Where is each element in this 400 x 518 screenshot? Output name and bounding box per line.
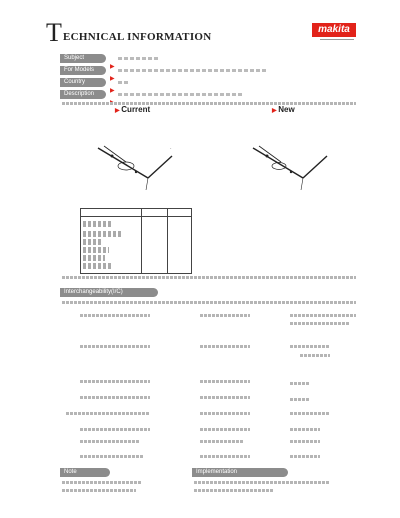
description-value bbox=[118, 93, 244, 96]
note-text-line bbox=[62, 489, 136, 492]
implementation-section-label: Implementation bbox=[192, 468, 288, 477]
models-label: For Models bbox=[60, 66, 106, 75]
ic-row-right bbox=[290, 322, 350, 325]
new-part-diagram bbox=[245, 130, 345, 200]
body-text-line bbox=[62, 276, 356, 279]
ic-row-mid bbox=[200, 380, 250, 383]
new-bullet-icon: ▶ bbox=[272, 108, 279, 114]
description-label: Description bbox=[60, 90, 106, 99]
ic-row-mid bbox=[200, 455, 250, 458]
ic-row-mid bbox=[200, 412, 250, 415]
note-text-line bbox=[62, 481, 142, 484]
table-row bbox=[83, 247, 109, 253]
logo-divider bbox=[320, 39, 354, 45]
table-row bbox=[83, 231, 123, 237]
ic-row-left bbox=[80, 314, 150, 317]
ic-row-right bbox=[290, 455, 320, 458]
ic-row-left bbox=[80, 440, 140, 443]
country-value bbox=[118, 81, 128, 84]
country-bullet-icon: ▶ bbox=[110, 88, 115, 94]
ic-row-right bbox=[290, 398, 310, 401]
current-bullet-icon: ▶ bbox=[115, 108, 122, 114]
implementation-text-line bbox=[194, 481, 330, 484]
current-part-diagram bbox=[90, 130, 190, 200]
table-row bbox=[83, 263, 111, 269]
interchangeability-section-label: Interchangeability(I/C) bbox=[60, 288, 158, 297]
ic-row-right bbox=[300, 354, 330, 357]
ic-row-right bbox=[290, 440, 320, 443]
ic-row-left bbox=[80, 396, 150, 399]
svg-text:·: · bbox=[170, 147, 172, 152]
ic-row-left bbox=[66, 412, 150, 415]
description-text-line bbox=[62, 102, 356, 105]
models-bullet-icon: ▶ bbox=[110, 76, 115, 82]
new-label: ▶ New bbox=[272, 105, 295, 114]
country-label: Country bbox=[60, 78, 106, 87]
table-row bbox=[83, 221, 113, 227]
subject-bullet-icon: ▶ bbox=[110, 64, 115, 70]
subject-label: Subject bbox=[60, 54, 106, 63]
spec-table bbox=[80, 208, 192, 274]
makita-logo: makita bbox=[312, 23, 356, 37]
title-initial: T bbox=[46, 18, 62, 47]
ic-row-left bbox=[80, 455, 144, 458]
spec-table-divider bbox=[141, 209, 142, 273]
table-row bbox=[83, 239, 103, 245]
ic-row-left bbox=[80, 345, 150, 348]
ic-row-mid bbox=[200, 345, 250, 348]
ic-row-right bbox=[290, 314, 356, 317]
ic-row-mid bbox=[200, 396, 250, 399]
subject-value bbox=[118, 57, 158, 60]
ic-row-mid bbox=[200, 428, 250, 431]
ic-row-mid bbox=[200, 314, 250, 317]
current-label: ▶ Current bbox=[115, 105, 151, 114]
note-section-label: Note bbox=[60, 468, 110, 477]
ic-text-line bbox=[62, 301, 356, 304]
ic-row-right bbox=[290, 382, 310, 385]
page-title: ECHNICAL INFORMATION bbox=[63, 31, 212, 43]
ic-row-mid bbox=[200, 440, 244, 443]
implementation-text-line bbox=[194, 489, 274, 492]
table-row bbox=[83, 255, 105, 261]
description-bullet-icon bbox=[110, 91, 115, 109]
ic-row-right bbox=[290, 345, 330, 348]
models-value bbox=[118, 69, 268, 72]
ic-row-left bbox=[80, 428, 150, 431]
ic-row-right bbox=[290, 412, 330, 415]
spec-table-divider bbox=[167, 209, 168, 273]
ic-row-right bbox=[290, 428, 320, 431]
ic-row-left bbox=[80, 380, 150, 383]
spec-table-header bbox=[81, 209, 191, 217]
